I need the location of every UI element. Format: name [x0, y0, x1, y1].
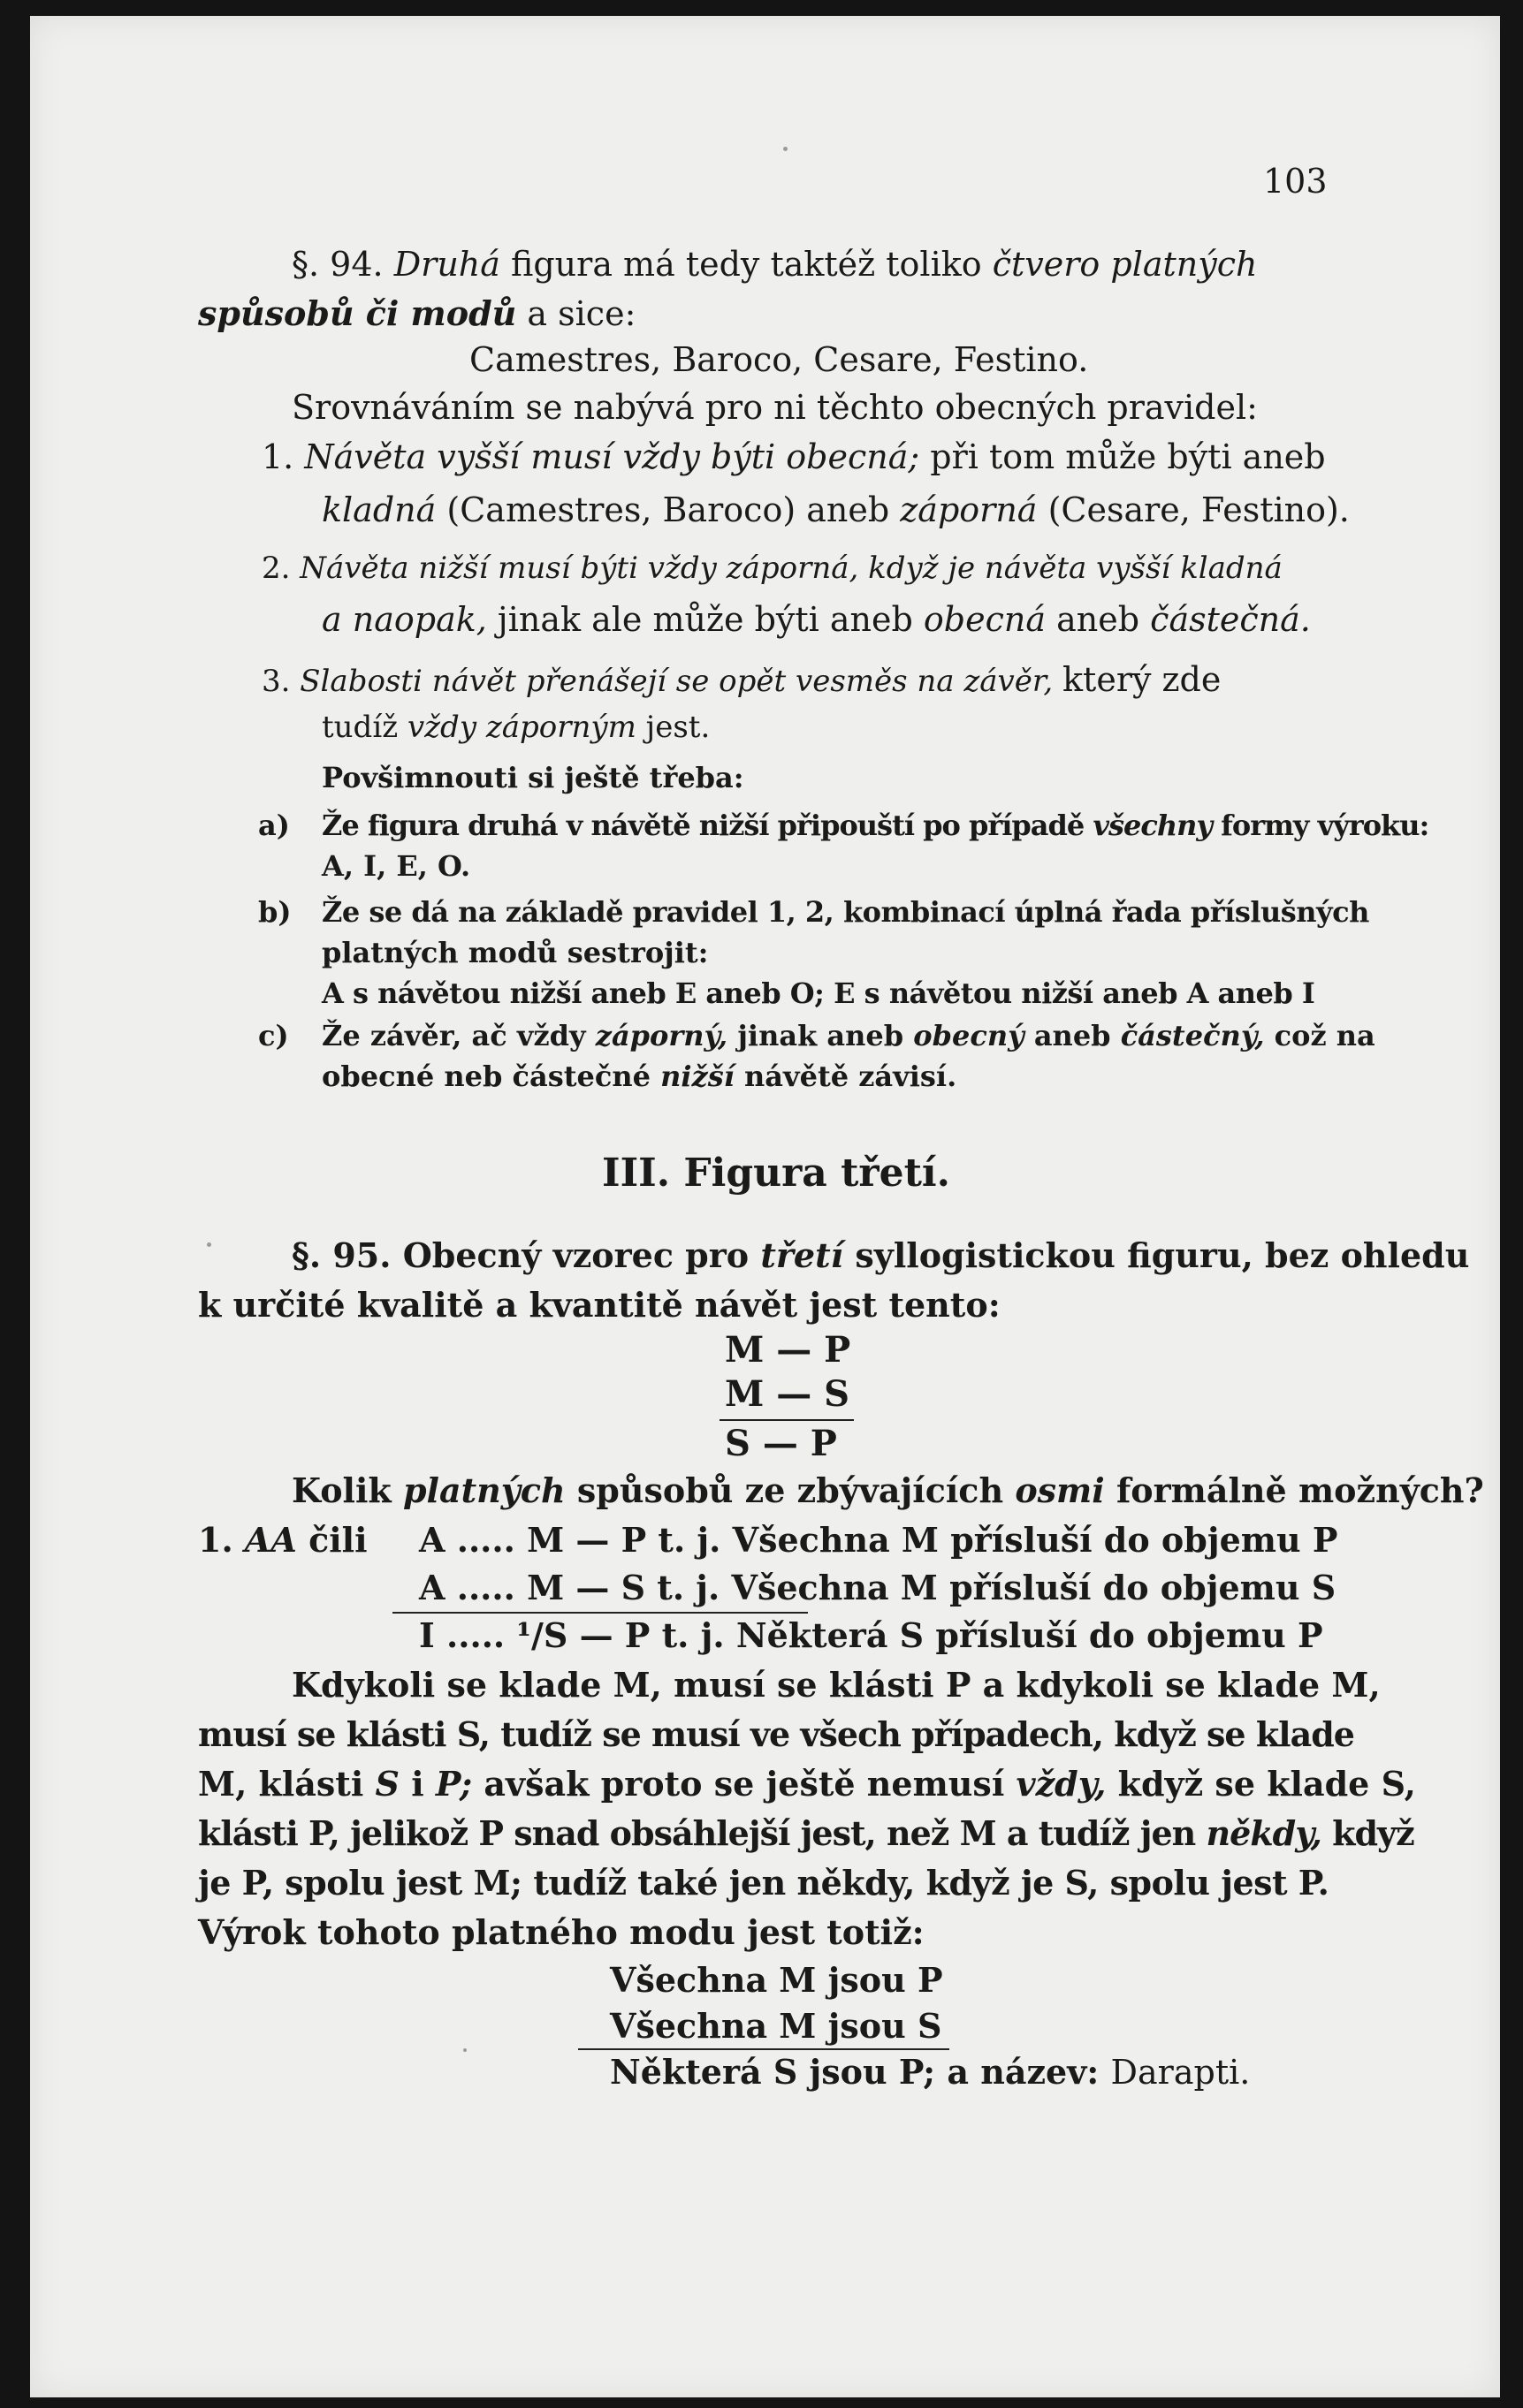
para-line-2: musí se klásti S, tudíž se musí ve všech případech, když se klade [198, 1714, 1354, 1754]
para-line-4: klásti P, jelikož P snad obsáhlejší jest, než M a tudíž jen někdy, když [198, 1813, 1414, 1853]
s95-line-2: k určité kvalitě a kvantitě návět jest tento: [198, 1285, 1001, 1325]
syllogism-line-1: A ..... M — P t. j. Všechna M přísluší do objemu P [419, 1520, 1338, 1560]
syllogism-line-3: I ..... ¹/S — P t. j. Některá S přísluší do objemu P [419, 1615, 1323, 1655]
para-line-3: M, klásti S i P; avšak proto se ještě nemusí vždy, když se klade S, [198, 1764, 1416, 1804]
example-line-2: Všechna M jsou S [610, 2006, 942, 2046]
note-c-label: c) [258, 1019, 289, 1052]
s94-intro: Srovnáváním se nabývá pro ni těchto obecných pravidel: [292, 388, 1258, 427]
note-c-line-2: obecné neb částečné nižší návětě závisí. [322, 1060, 957, 1093]
note-a-label: a) [258, 809, 290, 842]
note-b-line-1: Že se dá na základě pravidel 1, 2, kombinací úplná řada příslušných [322, 895, 1369, 929]
speck [207, 1242, 211, 1247]
para-line-1: Kdykoli se klade M, musí se klásti P a kdykoli se klade M, [292, 1665, 1381, 1705]
formula-rule [720, 1419, 854, 1421]
syllogism-line-2: A ..... M — S t. j. Všechna M přísluší do objemu S [419, 1568, 1336, 1607]
s94-modes: Camestres, Baroco, Cesare, Festino. [469, 340, 1089, 379]
note-b-label: b) [258, 895, 292, 929]
notes-intro: Povšimnouti si ještě třeba: [322, 761, 744, 794]
s95-line-1: §. 95. Obecný vzorec pro třetí syllogistickou figuru, bez ohledu [292, 1235, 1470, 1275]
formula-line-2: M — S [725, 1373, 850, 1415]
book-page [30, 16, 1500, 2397]
note-b-line-2: platných modů sestrojit: [322, 936, 709, 969]
rule-3-line-2: tudíž vždy záporným jest. [322, 710, 711, 745]
para-line-5: je P, spolu jest M; tudíž také jen někdy, když je S, spolu jest P. [198, 1863, 1329, 1903]
rule-1-line-2: kladná (Camestres, Baroco) aneb záporná (Cesare, Festino). [322, 490, 1350, 529]
note-c-line-1: Že závěr, ač vždy záporný, jinak aneb obecný aneb částečný, což na [322, 1019, 1375, 1052]
example-line-1: Všechna M jsou P [610, 1960, 943, 2000]
page-number: 103 [1263, 162, 1328, 201]
note-a-line-1: Že figura druhá v návětě nižší připouští po případě všechny formy výroku: [322, 809, 1429, 842]
rule-1-line-1: 1. Návěta vyšší musí vždy býti obecná; při tom může býti aneb [262, 437, 1326, 476]
speck [463, 2048, 467, 2052]
section-sign: §. 94. [292, 245, 384, 284]
rule-2-line-1: 2. Návěta nižší musí býti vždy záporná, když je návěta vyšší kladná [262, 551, 1283, 586]
formula-line-3: S — P [725, 1423, 837, 1464]
s94-line-2: spůsobů či modů a sice: [198, 293, 636, 333]
question-line: Kolik platných spůsobů ze zbývajících osmi formálně možných? [292, 1470, 1484, 1510]
rule-2-line-2: a naopak, jinak ale může býti aneb obecná aneb částečná. [322, 600, 1311, 639]
formula-line-1: M — P [725, 1329, 851, 1371]
s94-line-1: §. 94. Druhá figura má tedy taktéž toliko čtvero platných [292, 245, 1258, 284]
example-line-3: Některá S jsou P; a název: Darapti. [610, 2052, 1251, 2092]
section-sign: §. 95. [292, 1235, 392, 1275]
example-rule [578, 2048, 949, 2050]
section-heading: III. Figura třetí. [602, 1151, 950, 1196]
note-a-line-2: A, I, E, O. [322, 849, 471, 883]
aa-label: 1. AA čili [198, 1520, 368, 1560]
rule-3-line-1: 3. Slabosti návět přenášejí se opět vesměs na závěr, který zde [262, 660, 1222, 699]
speck [783, 147, 788, 151]
para-line-6: Výrok tohoto platného modu jest totiž: [198, 1912, 925, 1952]
note-b-line-3: A s návětou nižší aneb E aneb O; E s návětou nižší aneb A aneb I [322, 976, 1315, 1010]
syllogism-rule [392, 1612, 808, 1614]
